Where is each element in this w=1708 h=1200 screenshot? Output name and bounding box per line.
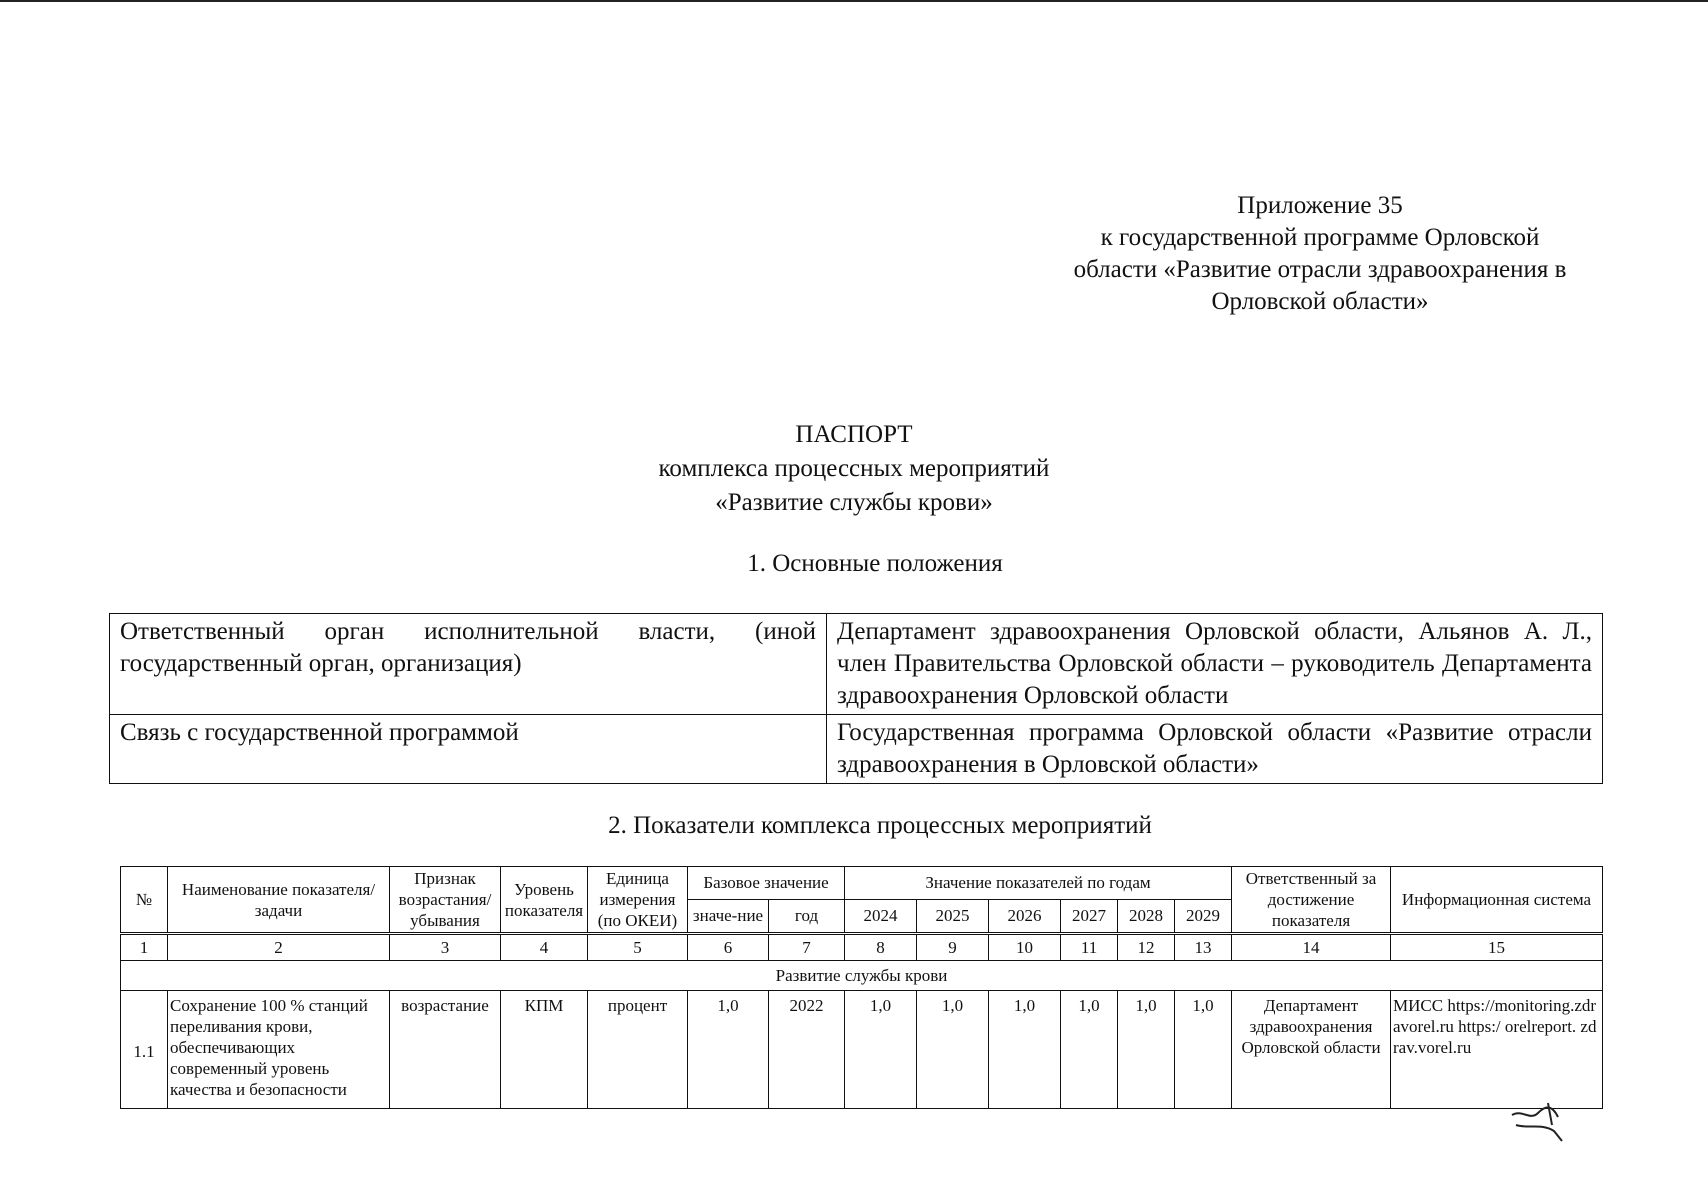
- header-info-system: Информационная система: [1391, 867, 1603, 934]
- appendix-line-1: Приложение 35: [1237, 192, 1403, 219]
- row-info-system: МИСС https://monitoring.zdravorel.ru https:/ orelreport. zdrav.vorel.ru: [1391, 991, 1603, 1109]
- provision-label: Ответственный орган исполнительной власти, (иной государственный орган, организация): [110, 614, 827, 715]
- table-row: [121, 991, 1603, 1109]
- row-value-2027: 1,0: [1061, 991, 1118, 1109]
- row-num: 1.1: [121, 991, 168, 1109]
- provision-value: Государственная программа Орловской области «Развитие отрасли здравоохранения в Орловской области»: [827, 715, 1603, 784]
- row-value-2028: 1,0: [1118, 991, 1175, 1109]
- column-number: 5: [588, 934, 688, 961]
- header-responsible: Ответственный за достижение показателя: [1232, 867, 1391, 934]
- provision-value: Департамент здравоохранения Орловской области, Альянов А. Л., член Правительства Орловской области – руководитель Департамента здравоохранения Орловской области: [827, 614, 1603, 715]
- column-number: 12: [1118, 934, 1175, 961]
- header-year: 2029: [1175, 899, 1232, 933]
- column-number: 10: [989, 934, 1061, 961]
- header-year: 2026: [989, 899, 1061, 933]
- header-base-year: год: [769, 899, 845, 933]
- section-row-label: Развитие службы крови: [121, 961, 1603, 991]
- header-row: [121, 867, 1603, 900]
- column-number: 6: [688, 934, 769, 961]
- row-value-2026: 1,0: [989, 991, 1061, 1109]
- header-year: 2027: [1061, 899, 1118, 933]
- section-1-heading: 1. Основные положения: [747, 550, 1003, 577]
- section-row: [121, 961, 1603, 991]
- column-numbers-row: [121, 934, 1603, 961]
- title-sub-2: «Развитие службы крови»: [715, 489, 993, 516]
- row-base-value: 1,0: [688, 991, 769, 1109]
- header-base: Базовое значение: [688, 867, 845, 900]
- appendix-line-3: области «Развитие отрасли здравоохранения в: [1073, 256, 1567, 283]
- row-value-2024: 1,0: [845, 991, 917, 1109]
- column-number: 11: [1061, 934, 1118, 961]
- column-number: 15: [1391, 934, 1603, 961]
- column-number: 14: [1232, 934, 1391, 961]
- title-sub-1: комплекса процессных мероприятий: [658, 455, 1050, 482]
- header-unit: Единица измерения (по ОКЕИ): [588, 867, 688, 934]
- row-base-year: 2022: [769, 991, 845, 1109]
- header-level: Уровень показателя: [501, 867, 588, 934]
- row-name: Сохранение 100 % станций переливания крови, обеспечивающих современный уровень качества и безопасности: [168, 991, 390, 1109]
- row-sign: возрастание: [390, 991, 501, 1109]
- row-responsible: Департамент здравоохранения Орловской области: [1232, 991, 1391, 1109]
- column-number: 1: [121, 934, 168, 961]
- provision-label: Связь с государственной программой: [110, 715, 827, 784]
- header-year: 2028: [1118, 899, 1175, 933]
- appendix-line-4: Орловской области»: [1211, 288, 1429, 315]
- title-main: ПАСПОРТ: [795, 421, 913, 448]
- table-row: [110, 715, 1603, 784]
- table-row: [110, 614, 1603, 715]
- column-number: 4: [501, 934, 588, 961]
- row-value-2029: 1,0: [1175, 991, 1232, 1109]
- header-by-years: Значение показателей по годам: [845, 867, 1232, 900]
- indicators-table: [120, 866, 1603, 1109]
- row-unit: процент: [588, 991, 688, 1109]
- header-year: 2024: [845, 899, 917, 933]
- header-sign: Признак возрастания/ убывания: [390, 867, 501, 934]
- column-number: 7: [769, 934, 845, 961]
- row-value-2025: 1,0: [917, 991, 989, 1109]
- top-edge-line: [0, 0, 1708, 2]
- section-2-heading: 2. Показатели комплекса процессных мероприятий: [608, 812, 1152, 839]
- column-number: 2: [168, 934, 390, 961]
- handwritten-signature: [1508, 1095, 1568, 1145]
- appendix-line-2: к государственной программе Орловской: [1100, 224, 1540, 251]
- column-number: 9: [917, 934, 989, 961]
- header-base-value: значе-ние: [688, 899, 769, 933]
- header-year: 2025: [917, 899, 989, 933]
- header-num: №: [121, 867, 168, 934]
- column-number: 8: [845, 934, 917, 961]
- column-number: 13: [1175, 934, 1232, 961]
- document-title: [454, 418, 1254, 520]
- column-number: 3: [390, 934, 501, 961]
- header-name: Наименование показателя/ задачи: [168, 867, 390, 934]
- row-level: КПМ: [501, 991, 588, 1109]
- basic-provisions-table: [109, 613, 1603, 784]
- appendix-note: [1005, 190, 1635, 318]
